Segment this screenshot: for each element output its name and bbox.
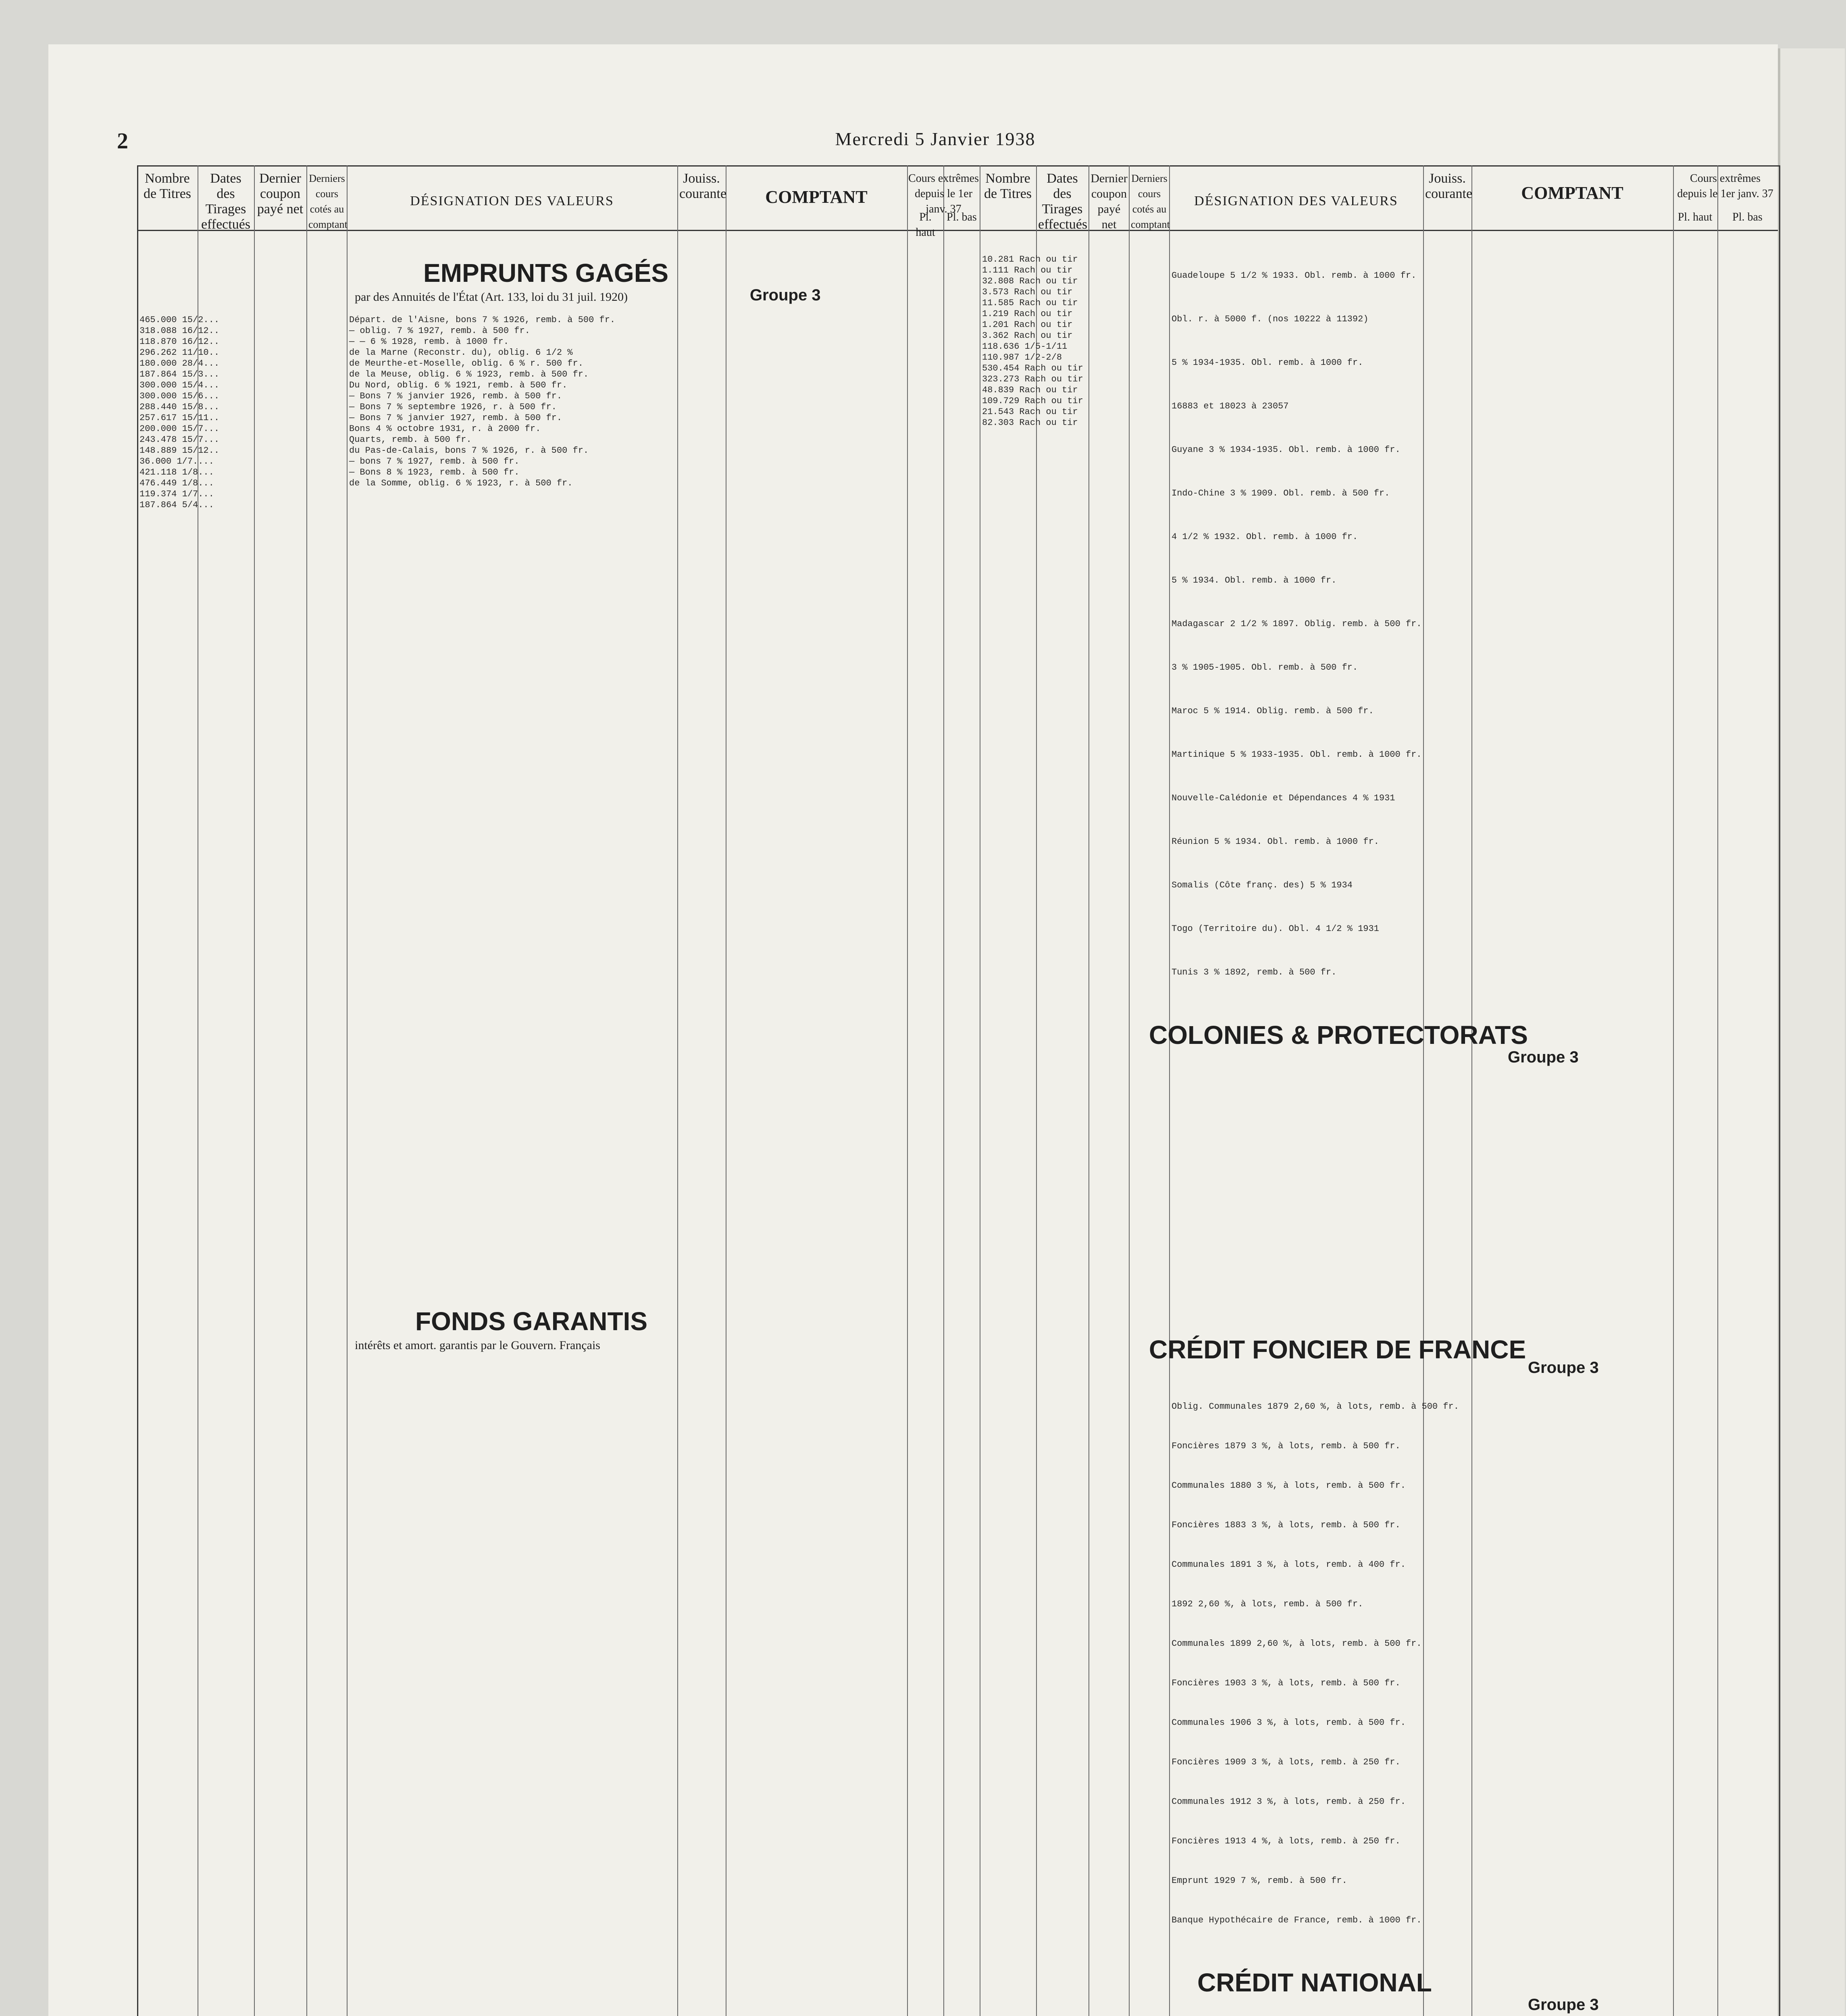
section-emprunts-title: EMPRUNTS GAGÉS [423,258,669,287]
column-rule [907,165,908,2016]
national-group: Groupe 3 [1528,1996,1599,2014]
column-rule [1717,165,1718,2016]
col-comptant: COMPTANT [765,187,868,207]
column-rule [1169,165,1170,2016]
col-extremes-2: Cours extrêmes depuis le 1er janv. 37 [1677,172,1773,200]
page-date: Mercredi 5 Janvier 1938 [835,129,1036,149]
col-pl-haut-2: Pl. haut [1677,211,1713,223]
column-rule [347,165,348,2016]
col-jouiss: Jouiss. courante [679,171,727,201]
left-titles-list: 465.000 15/2... 318.088 16/12.. 118.870 16/12.. 296.262 11/10.. 180.000 28/4... 187.864 15/3... 300.000 15/4... 300.000 15/6... 288.440 15/8... 257.617 15/11.. 200.000 15/7... 243.478 15/7... 148.889 15/12.. 36.000 1/7.... 421.118 1/8... 476.449 1/8... 119.374 1/7... 187.864 5/4... [139,315,220,510]
col-dates: Dates des Tirages effectués [201,171,251,232]
left-designation-list: Départ. de l'Aisne, bons 7 % 1926, remb. à 500 fr. — oblig. 7 % 1927, remb. à 500 fr. — — 6 % 1928, remb. à 1000 fr. de la Marne (Reconstr. du), oblig. 6 1/2 % de Meurthe-et-Moselle, oblig. 6 % r. 500 fr. de la Meuse, oblig. 6 % 1923, remb. à 500 fr. Du Nord, oblig. 6 % 1921, remb. à 500 fr. — Bons 7 % janvier 1926, remb. à 500 fr. — Bons 7 % septembre 1926, r. à 500 fr. — Bons 7 % janvier 1927, remb. à 500 fr. Bons 4 % octobre 1931, r. à 2000 fr. Quarts, remb. à 500 fr. du Pas-de-Calais, bons 7 % 1926, r. à 500 fr. — bons 7 % 1927, remb. à 500 fr. — Bons 8 % 1923, remb. à 500 fr. de la Somme, oblig. 6 % 1923, r. à 500 fr. [349,315,616,488]
col-nombre: Nombre de Titres [143,171,191,201]
col-comptant-2: COMPTANT [1521,183,1623,203]
section-fonds-title: FONDS GARANTIS [415,1307,647,1336]
middle-designation-list: Guadeloupe 5 1/2 % 1933. Obl. remb. à 1000 fr. Obl. r. à 5000 f. (nos 10222 à 11392) 5 % 1934-1935. Obl. remb. à 1000 fr. 16883 et 18023 à 23057 Guyane 3 % 1934-1935. Obl. remb. à 1000 fr. Indo-Chine 3 % 1909. Obl. remb. à 500 fr. 4 1/2 % 1932. Obl. remb. à 1000 fr. 5 % 1934. Obl. remb. à 1000 fr. Madagascar 2 1/2 % 1897. Oblig. remb. à 500 fr. 3 % 1905-1905. Obl. remb. à 500 fr. Maroc 5 % 1914. Oblig. remb. à 500 fr. Martinique 5 % 1933-1935. Obl. remb. à 1000 fr. Nouvelle-Calédonie et Dépendances 4 % 1931 Réunion 5 % 1934. Obl. remb. à 1000 fr. Somalis (Côte franç. des) 5 % 1934 Togo (Territoire du). Obl. 4 1/2 % 1931 Tunis 3 % 1892, remb. à 500 fr. [1172,271,1422,977]
colonies-group: Groupe 3 [1508,1048,1579,1066]
col-nombre-2: Nombre de Titres [984,171,1032,201]
section-colonies-title: COLONIES & PROTECTORATS [1149,1020,1528,1050]
column-rule [1423,165,1424,2016]
page-header [117,128,1754,152]
column-rule [677,165,678,2016]
column-rule [306,165,307,2016]
col-coupon-2: Dernier coupon payé net [1091,172,1128,231]
header-rule [137,230,1778,231]
col-designation-2: DÉSIGNATION DES VALEURS [1194,194,1398,208]
section-emprunts-subtitle: par des Annuités de l'État (Art. 133, loi du 31 juil. 1920) [355,290,628,304]
col-pl-haut: Pl. haut [916,211,935,239]
col-jouiss-2: Jouiss. courante [1425,171,1473,201]
col-extremes: Cours extrêmes depuis le 1er janv. 37 [908,172,979,215]
page-number: 2 [117,129,128,154]
col-coupon: Dernier coupon payé net [257,171,304,217]
next-page-edge [1778,48,1845,2016]
col-dates-2: Dates des Tirages effectués [1038,171,1088,232]
col-pl-bas: Pl. bas [947,211,977,223]
col-pl-bas-2: Pl. bas [1732,211,1763,223]
section-foncier-title: CRÉDIT FONCIER DE FRANCE [1149,1335,1526,1364]
col-designation: DÉSIGNATION DES VALEURS [410,194,614,208]
column-rule [1673,165,1674,2016]
foncier-designation-list: Oblig. Communales 1879 2,60 %, à lots, remb. à Foncières 1879 3 %, à lots, remb. à 500 fr. Communales 1880 3 %, à lots, remb. à 500 fr. Foncières 1883 3 %, à lots, remb. à 500 fr. Communales 1891 3 %, à lots, remb. à 400 fr. 1892 2,60 %, à lots, remb. à 500 fr. Communales 1899 2,60 %, à lots, remb. à 500 fr. Foncières 1903 3 %, à lots, remb. à 500 fr. Communales 1906 3 %, à lots, remb. à 500 fr. Foncières 1909 3 %, à lots, remb. à 250 fr. Communales 1912 3 %, à lots, remb. à 250 fr. Foncières 1913 4 %, à lots, remb. à 250 fr. Emprunt 1929 7 %, remb. à 500 fr. Banque Hypothécaire de France, remb. à 1000 fr. [1172,1402,1422,1925]
middle-titles-list: 10.281 Rach ou tir 1.111 Rach ou tir 32.808 Rach ou tir 3.573 Rach ou tir 11.585 Rach ou tir 1.219 Rach ou tir 1.201 Rach ou tir 3.362 Rach ou tir 118.636 1/5-1/11 110.987 1/2-2/8 530.454 Rach ou tir 323.273 Rach ou tir 48.839 Rach ou tir 109.729 Rach ou tir 21.543 Rach ou tir 82.303 Rach ou tir [982,254,1083,428]
column-rule [1471,165,1472,2016]
col-derniers: Derniers cours cotés au comptant [308,173,348,230]
emprunts-group: Groupe 3 [750,286,821,304]
column-rule [943,165,944,2016]
section-national-title: CRÉDIT NATIONAL [1197,1968,1432,1997]
col-derniers-2: Derniers cours cotés au comptant [1131,173,1170,230]
section-fonds-subtitle: intérêts et amort. garantis par le Gouvern. Français [355,1339,600,1352]
foncier-group: Groupe 3 [1528,1359,1599,1377]
